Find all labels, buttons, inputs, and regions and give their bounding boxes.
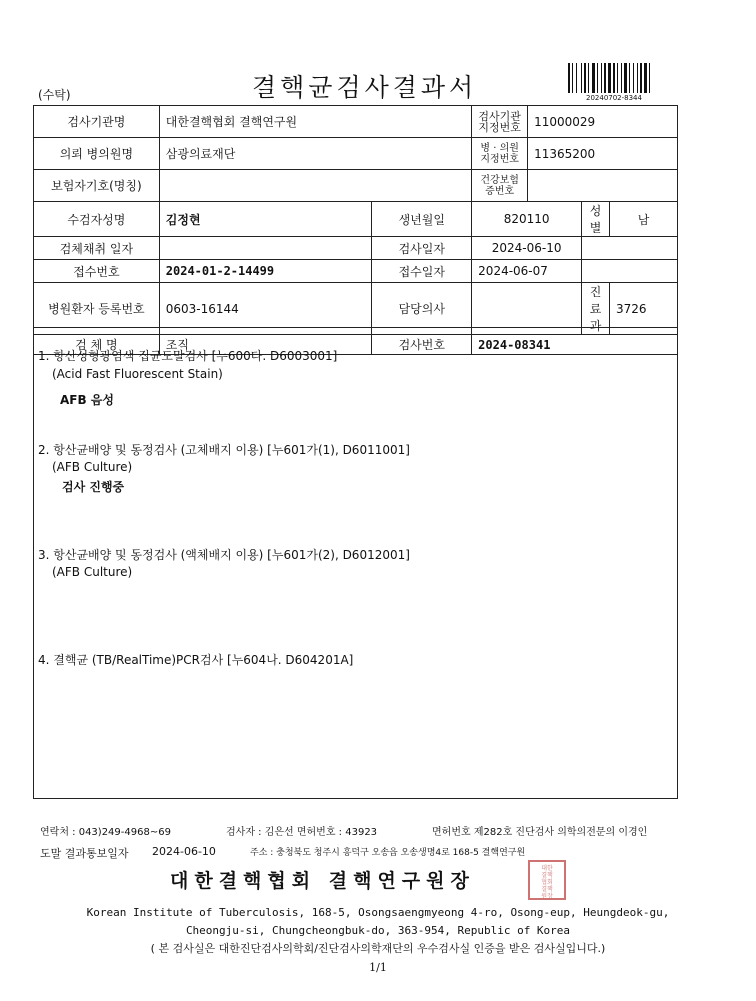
sex-label: 성별 [582, 202, 610, 237]
requester-no-value: 11365200 [528, 138, 678, 170]
test-no-label: 검사번호 [372, 335, 472, 355]
requester-no-label: 병 · 의원 지정번호 [472, 138, 528, 170]
result-subtitle: (AFB Culture) [52, 565, 133, 579]
report-date-label: 도말 결과통보일자 [40, 847, 129, 860]
address-kr: 주소 : 충청북도 청주시 흥덕구 오송읍 오송생명4로 168-5 결핵연구원 [250, 848, 526, 858]
official-seal-image: 대한 결핵 협회 결핵 원장 [528, 860, 566, 900]
patient-label: 수검자성명 [34, 202, 160, 237]
result-item [38, 347, 337, 408]
result-title: 3. 항산균배양 및 동정검사 (액체배지 이용) [누601가(2), D6012001] [38, 548, 410, 562]
info-table [33, 105, 678, 355]
health-no-value [528, 170, 678, 202]
reg-no-label: 병원환자 등록번호 [34, 283, 160, 335]
certification-note: ( 본 검사실은 대한진단검사의학회/진단검사의학재단의 우수검사실 인증을 받은 검사실입니다.) [150, 942, 606, 955]
barcode-image [568, 63, 676, 93]
result-subtitle: (Acid Fast Fluorescent Stain) [52, 367, 223, 381]
receipt-no-label: 접수번호 [34, 260, 160, 283]
document-title: 결핵균검사결과서 [252, 73, 478, 102]
lab-no-value: 11000029 [528, 106, 678, 138]
result-item [38, 651, 353, 668]
sex-value: 남 [610, 202, 678, 237]
result-value: 검사 진행중 [62, 480, 125, 494]
lab-no-label: 검사기관 지정번호 [472, 106, 528, 138]
lab-name-value: 대한결핵협회 결핵연구원 [159, 106, 471, 138]
receipt-date-label: 접수일자 [372, 260, 472, 283]
collect-date-value [159, 237, 372, 260]
copy-type-label: (수탁) [38, 88, 71, 102]
report-date-value: 2024-06-10 [152, 845, 216, 858]
address-en-line-2: Cheongju-si, Chungcheongbuk-do, 363-954, Republic of Korea [185, 924, 571, 937]
result-subtitle: (AFB Culture) [52, 460, 133, 474]
lab-name-label: 검사기관명 [34, 106, 160, 138]
examiner-text: 검사자 : 김은선 면허번호 : 43923 [226, 827, 378, 838]
dept-label: 진료과 [582, 283, 610, 335]
dob-value: 820110 [472, 202, 582, 237]
insurer-label: 보험자기호(명칭) [34, 170, 160, 202]
requester-value: 삼광의료재단 [159, 138, 471, 170]
receipt-no-value: 2024-01-2-14499 [159, 260, 372, 283]
page-number: 1/1 [369, 961, 387, 974]
empty-cell [582, 237, 678, 260]
result-title: 4. 결핵균 (TB/RealTime)PCR검사 [누604나. D604201A] [38, 653, 354, 667]
test-date-value: 2024-06-10 [472, 237, 582, 260]
result-item [38, 546, 410, 579]
patient-value: 김정현 [159, 202, 372, 237]
institution-name: 대한결핵협회 결핵연구원장 [170, 870, 475, 892]
license-text: 면허번호 제282호 진단검사 의학의전문의 이경인 [432, 827, 648, 838]
collect-date-label: 검체채취 일자 [34, 237, 160, 260]
result-title: 1. 항산성형광염색 집균도말검사 [누600다. D6003001] [38, 349, 338, 363]
barcode-number: 20240702-8344 [586, 94, 642, 102]
health-no-label: 건강보험 증번호 [472, 170, 528, 202]
specimen-label: 검 체 명 [34, 335, 160, 355]
dob-label: 생년월일 [372, 202, 472, 237]
contact-text: 연락처 : 043)249-4968~69 [40, 827, 171, 838]
address-en-line-1: Korean Institute of Tuberculosis, 168-5, Osongsaengmyeong 4-ro, Osong-eup, Heungdeok-gu, [86, 906, 670, 919]
reg-no-value: 0603-16144 [159, 283, 372, 335]
test-date-label: 검사일자 [372, 237, 472, 260]
test-no-value: 2024-08341 [472, 335, 678, 355]
doctor-label: 담당의사 [372, 283, 472, 335]
result-item [38, 441, 410, 495]
dept-value: 3726 [610, 283, 678, 335]
receipt-date-value: 2024-06-07 [472, 260, 582, 283]
requester-label: 의뢰 병의원명 [34, 138, 160, 170]
result-title: 2. 항산균배양 및 동정검사 (고체배지 이용) [누601가(1), D6011001] [38, 443, 410, 457]
insurer-value [159, 170, 471, 202]
result-value: AFB 음성 [60, 393, 114, 407]
empty-cell [582, 260, 678, 283]
results-box [33, 327, 678, 799]
specimen-value: 조직 [159, 335, 372, 355]
